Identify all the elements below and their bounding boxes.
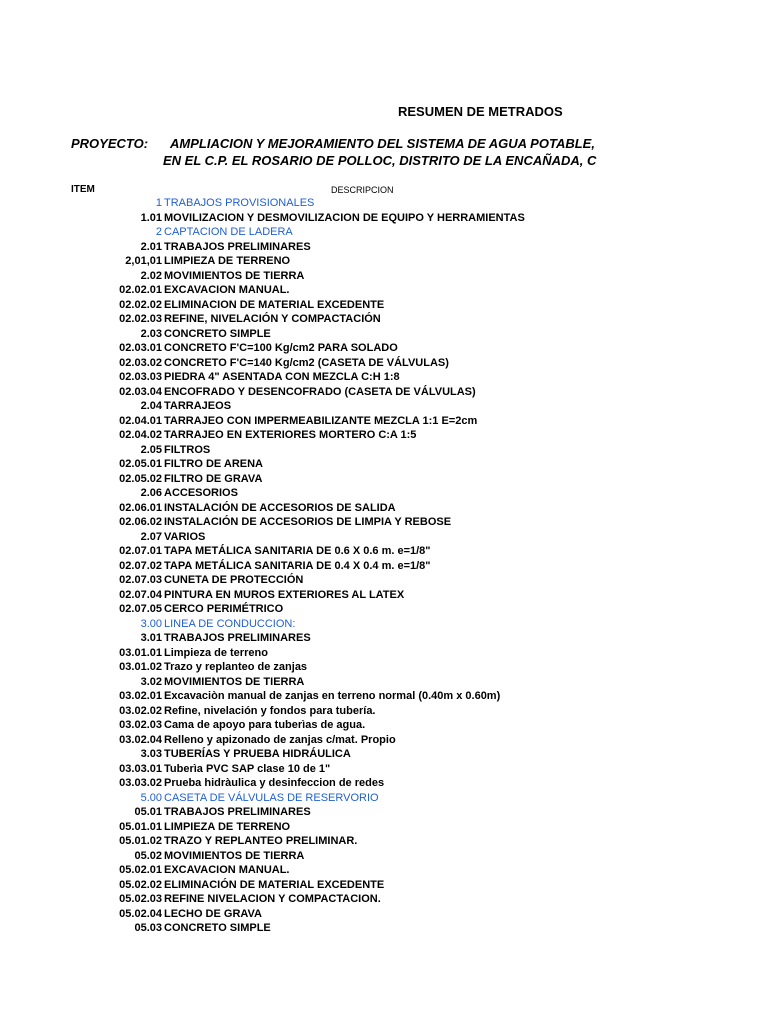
table-row bbox=[0, 704, 768, 719]
item-code: 2.01 bbox=[140, 240, 162, 253]
item-code: 02.03.02 bbox=[119, 356, 162, 369]
item-description: TAPA METÁLICA SANITARIA DE 0.4 X 0.4 m. e=1/8" bbox=[164, 559, 431, 572]
item-code: 2.06 bbox=[140, 487, 162, 499]
item-description: REFINE, NIVELACIÓN Y COMPACTACIÓN bbox=[164, 313, 381, 325]
item-code: 03.02.01 bbox=[119, 690, 162, 702]
item-description: Trazo y replanteo de zanjas bbox=[164, 661, 308, 673]
item-description: ELIMINACIÓN DE MATERIAL EXCEDENTE bbox=[164, 878, 385, 891]
item-code: 3.01 bbox=[140, 632, 162, 644]
table-row bbox=[0, 312, 768, 327]
table-row bbox=[0, 921, 768, 936]
table-row bbox=[0, 675, 768, 690]
item-description: EXCAVACION MANUAL. bbox=[164, 284, 290, 296]
item-description: CONCRETO SIMPLE bbox=[164, 327, 271, 340]
item-code: 05.02.03 bbox=[119, 893, 162, 905]
table-row bbox=[0, 472, 768, 487]
item-description: TARRAJEO EN EXTERIORES MORTERO C:A 1:5 bbox=[164, 429, 417, 441]
table-row bbox=[0, 660, 768, 675]
item-code: 02.06.02 bbox=[119, 516, 162, 528]
column-header-item: ITEM bbox=[71, 184, 95, 195]
item-code: 05.02.04 bbox=[119, 907, 162, 920]
item-code: 02.07.05 bbox=[119, 603, 162, 615]
item-code: 02.05.02 bbox=[119, 472, 162, 485]
item-code: 03.03.02 bbox=[119, 777, 162, 789]
item-description: INSTALACIÓN DE ACCESORIOS DE LIMPIA Y REBOSE bbox=[164, 516, 452, 528]
item-code: 02.02.01 bbox=[119, 284, 162, 296]
table-row bbox=[0, 878, 768, 893]
item-code: 03.01.02 bbox=[119, 661, 162, 673]
item-description: TRABAJOS PRELIMINARES bbox=[164, 806, 311, 818]
item-description: Refine, nivelación y fondos para tubería. bbox=[164, 704, 376, 717]
item-code: 2,01,01 bbox=[125, 255, 162, 267]
project-label: PROYECTO: bbox=[71, 136, 149, 151]
item-description: Prueba hidràulica y desinfeccion de redes bbox=[164, 777, 385, 789]
table-row bbox=[0, 689, 768, 704]
table-row bbox=[0, 399, 768, 414]
item-description: TRAZO Y REPLANTEO PRELIMINAR. bbox=[164, 835, 358, 847]
table-row bbox=[0, 718, 768, 733]
item-description: TRABAJOS PRELIMINARES bbox=[164, 632, 311, 644]
project-name-line-1: AMPLIACION Y MEJORAMIENTO DEL SISTEMA DE AGUA POTABLE, bbox=[170, 136, 595, 151]
table-row bbox=[0, 791, 768, 806]
table-row bbox=[0, 907, 768, 922]
table-row bbox=[0, 385, 768, 400]
items-table bbox=[0, 196, 768, 936]
item-description: Cama de apoyo para tuberìas de agua. bbox=[164, 719, 366, 731]
item-description: TARRAJEOS bbox=[164, 400, 232, 412]
table-row bbox=[0, 414, 768, 429]
item-description: Excavaciòn manual de zanjas en terreno normal (0.40m x 0.60m) bbox=[164, 690, 501, 702]
item-code: 05.02.02 bbox=[119, 878, 162, 891]
item-description: EXCAVACION MANUAL. bbox=[164, 864, 290, 876]
item-code: 03.02.04 bbox=[119, 733, 162, 746]
item-description: FILTRO DE ARENA bbox=[164, 458, 263, 470]
document-title: RESUMEN DE METRADOS bbox=[398, 104, 563, 119]
item-description: CUNETA DE PROTECCIÓN bbox=[164, 574, 304, 586]
table-row bbox=[0, 863, 768, 878]
table-row bbox=[0, 269, 768, 284]
table-row bbox=[0, 211, 768, 226]
item-code: 2.02 bbox=[140, 269, 162, 282]
item-code: 03.03.01 bbox=[119, 762, 162, 775]
table-row bbox=[0, 486, 768, 501]
item-code: 02.04.01 bbox=[119, 414, 162, 427]
table-row bbox=[0, 283, 768, 298]
item-code: 05.03 bbox=[134, 922, 162, 934]
item-code: 05.01 bbox=[134, 806, 162, 818]
table-row bbox=[0, 646, 768, 661]
item-description: LECHO DE GRAVA bbox=[164, 907, 262, 920]
table-row bbox=[0, 370, 768, 385]
item-description: CONCRETO F'C=100 Kg/cm2 PARA SOLADO bbox=[164, 342, 398, 354]
table-row bbox=[0, 849, 768, 864]
item-code: 5.00 bbox=[140, 791, 162, 804]
table-row bbox=[0, 298, 768, 313]
table-row bbox=[0, 457, 768, 472]
table-row bbox=[0, 762, 768, 777]
item-code: 03.02.02 bbox=[119, 704, 162, 717]
item-code: 1 bbox=[155, 197, 162, 209]
item-description: PIEDRA 4" ASENTADA CON MEZCLA C:H 1:8 bbox=[164, 371, 400, 383]
table-row bbox=[0, 254, 768, 269]
item-description: CAPTACION DE LADERA bbox=[164, 226, 293, 238]
item-description: TUBERÍAS Y PRUEBA HIDRÁULICA bbox=[164, 748, 351, 760]
item-description: MOVIMIENTOS DE TIERRA bbox=[164, 849, 305, 862]
item-description: REFINE NIVELACION Y COMPACTACION. bbox=[164, 893, 381, 905]
item-description: VARIOS bbox=[164, 530, 206, 543]
item-description: PINTURA EN MUROS EXTERIORES AL LATEX bbox=[164, 588, 405, 601]
project-name-line-2: EN EL C.P. EL ROSARIO DE POLLOC, DISTRITO DE LA ENCAÑADA, C bbox=[163, 153, 597, 168]
item-description: CERCO PERIMÉTRICO bbox=[164, 603, 284, 615]
table-row bbox=[0, 225, 768, 240]
item-code: 2 bbox=[155, 226, 162, 238]
item-code: 3.03 bbox=[140, 748, 162, 760]
table-row bbox=[0, 776, 768, 791]
item-description: LINEA DE CONDUCCION: bbox=[164, 617, 296, 630]
item-description: FILTROS bbox=[164, 443, 211, 456]
item-description: TRABAJOS PRELIMINARES bbox=[164, 240, 311, 253]
table-row bbox=[0, 747, 768, 762]
item-description: ENCOFRADO Y DESENCOFRADO (CASETA DE VÁLVULAS) bbox=[164, 385, 476, 398]
table-row bbox=[0, 573, 768, 588]
table-row bbox=[0, 356, 768, 371]
item-description: CONCRETO F'C=140 Kg/cm2 (CASETA DE VÁLVULAS) bbox=[164, 356, 449, 369]
item-description: Relleno y apizonado de zanjas c/mat. Propio bbox=[164, 733, 396, 746]
table-row bbox=[0, 834, 768, 849]
item-code: 05.02.01 bbox=[119, 864, 162, 876]
item-code: 3.02 bbox=[140, 675, 162, 688]
item-code: 2.07 bbox=[140, 530, 162, 543]
item-description: Tuberìa PVC SAP clase 10 de 1" bbox=[164, 762, 331, 775]
item-code: 02.07.01 bbox=[119, 545, 162, 557]
item-code: 02.07.04 bbox=[119, 588, 162, 601]
table-row bbox=[0, 196, 768, 211]
table-row bbox=[0, 515, 768, 530]
table-row bbox=[0, 341, 768, 356]
item-code: 05.02 bbox=[134, 849, 162, 862]
item-description: CASETA DE VÁLVULAS DE RESERVORIO bbox=[164, 791, 379, 804]
item-code: 02.07.03 bbox=[119, 574, 162, 586]
item-description: ACCESORIOS bbox=[164, 487, 238, 499]
table-row bbox=[0, 240, 768, 255]
table-row bbox=[0, 443, 768, 458]
item-description: MOVIMIENTOS DE TIERRA bbox=[164, 675, 305, 688]
item-description: CONCRETO SIMPLE bbox=[164, 922, 271, 934]
table-row bbox=[0, 631, 768, 646]
item-code: 05.01.01 bbox=[119, 820, 162, 833]
table-row bbox=[0, 602, 768, 617]
table-row bbox=[0, 559, 768, 574]
table-row bbox=[0, 617, 768, 632]
table-row bbox=[0, 820, 768, 835]
item-description: MOVIMIENTOS DE TIERRA bbox=[164, 269, 305, 282]
item-description: TRABAJOS PROVISIONALES bbox=[164, 197, 315, 209]
table-row bbox=[0, 892, 768, 907]
table-row bbox=[0, 530, 768, 545]
table-row bbox=[0, 428, 768, 443]
item-code: 2.03 bbox=[140, 327, 162, 340]
item-code: 02.03.03 bbox=[119, 371, 162, 383]
table-row bbox=[0, 733, 768, 748]
table-row bbox=[0, 327, 768, 342]
column-header-description: DESCRIPCION bbox=[331, 185, 394, 195]
item-description: INSTALACIÓN DE ACCESORIOS DE SALIDA bbox=[164, 501, 396, 514]
item-code: 02.06.01 bbox=[119, 501, 162, 514]
item-code: 02.03.04 bbox=[119, 385, 162, 398]
item-code: 02.02.02 bbox=[119, 298, 162, 311]
table-row bbox=[0, 588, 768, 603]
table-row bbox=[0, 805, 768, 820]
item-code: 02.07.02 bbox=[119, 559, 162, 572]
item-code: 03.02.03 bbox=[119, 719, 162, 731]
item-code: 02.05.01 bbox=[119, 458, 162, 470]
item-description: FILTRO DE GRAVA bbox=[164, 472, 263, 485]
item-description: LIMPIEZA DE TERRENO bbox=[164, 255, 291, 267]
item-code: 1.01 bbox=[140, 211, 162, 224]
item-code: 02.04.02 bbox=[119, 429, 162, 441]
item-code: 2.05 bbox=[140, 443, 162, 456]
item-description: LIMPIEZA DE TERRENO bbox=[164, 820, 291, 833]
item-code: 02.03.01 bbox=[119, 342, 162, 354]
table-row bbox=[0, 544, 768, 559]
table-row bbox=[0, 501, 768, 516]
item-description: TAPA METÁLICA SANITARIA DE 0.6 X 0.6 m. e=1/8" bbox=[164, 545, 431, 557]
item-description: MOVILIZACION Y DESMOVILIZACION DE EQUIPO Y HERRAMIENTAS bbox=[164, 211, 525, 224]
item-code: 03.01.01 bbox=[119, 646, 162, 659]
item-code: 05.01.02 bbox=[119, 835, 162, 847]
item-code: 02.02.03 bbox=[119, 313, 162, 325]
item-description: TARRAJEO CON IMPERMEABILIZANTE MEZCLA 1:1 E=2cm bbox=[164, 414, 478, 427]
item-code: 2.04 bbox=[140, 400, 162, 412]
item-code: 3.00 bbox=[140, 617, 162, 630]
item-description: ELIMINACION DE MATERIAL EXCEDENTE bbox=[164, 298, 385, 311]
item-description: Limpieza de terreno bbox=[164, 646, 268, 659]
